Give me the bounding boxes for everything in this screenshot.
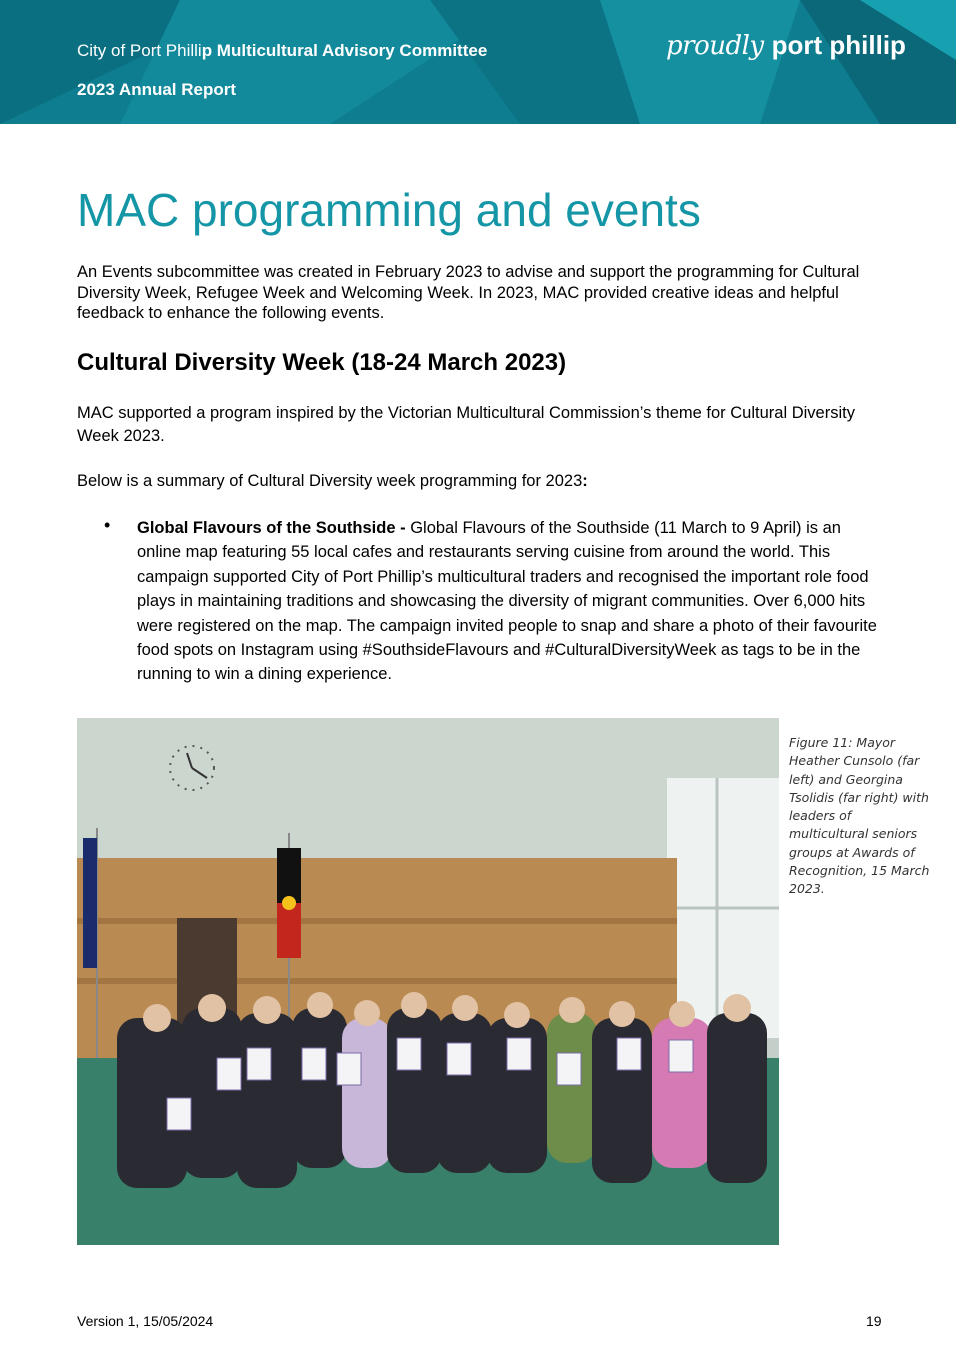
page-title: MAC programming and events: [77, 184, 701, 236]
section-heading: Cultural Diversity Week (18-24 March 2023): [77, 349, 567, 376]
intro-paragraph: An Events subcommittee was created in February 2023 to advise and support the programming for Cultural Diversity Week, Refugee Week and Welcoming Week. In 2023, MAC provided creative ideas and helpful feedback to enhance the following events.: [77, 263, 860, 322]
awards-group-photo: [77, 718, 779, 1245]
figure-caption: Figure 11: Mayor Heather Cunsolo (far left) and Georgina Tsolidis (far right) with leaders of multicultural seniors groups at Awards of Recognition, 15 March 2023.: [789, 735, 930, 897]
bullet-global-flavours: Global Flavours of the Southside - Global Flavours of the Southside (11 March to 9 April) is an online map featuring 55 local cafes and restaurants serving cuisine from around the world. This campaign supported City of Port Phillip’s multicultural traders and recognised the important role food plays in maintaining traditions and showcasing the diversity of migrant communities. Over 6,000 hits were registered on the map. The campaign invited people to snap and share a photo of their favourite food spots on Instagram using #SouthsideFlavours and #CulturalDiversityWeek as tags to be in the running to win a dining experience.: [137, 519, 877, 684]
bullet-marker: •: [104, 515, 111, 535]
header-report-title: 2023 Annual Report: [77, 80, 237, 99]
program-paragraph: MAC supported a program inspired by the Victorian Multicultural Commission’s theme for Cultural Diversity Week 2023.: [77, 404, 855, 445]
header-background: [0, 0, 956, 124]
summary-intro: Below is a summary of Cultural Diversity week programming for 2023:: [77, 472, 588, 490]
header-organisation: City of Port Phillip Multicultural Advisory Committee: [77, 41, 488, 60]
page-number: 19: [866, 1313, 882, 1329]
proudly-port-phillip-logo: proudly port phillip: [666, 30, 906, 61]
footer-version: Version 1, 15/05/2024: [77, 1313, 214, 1329]
page-header: [0, 0, 956, 124]
